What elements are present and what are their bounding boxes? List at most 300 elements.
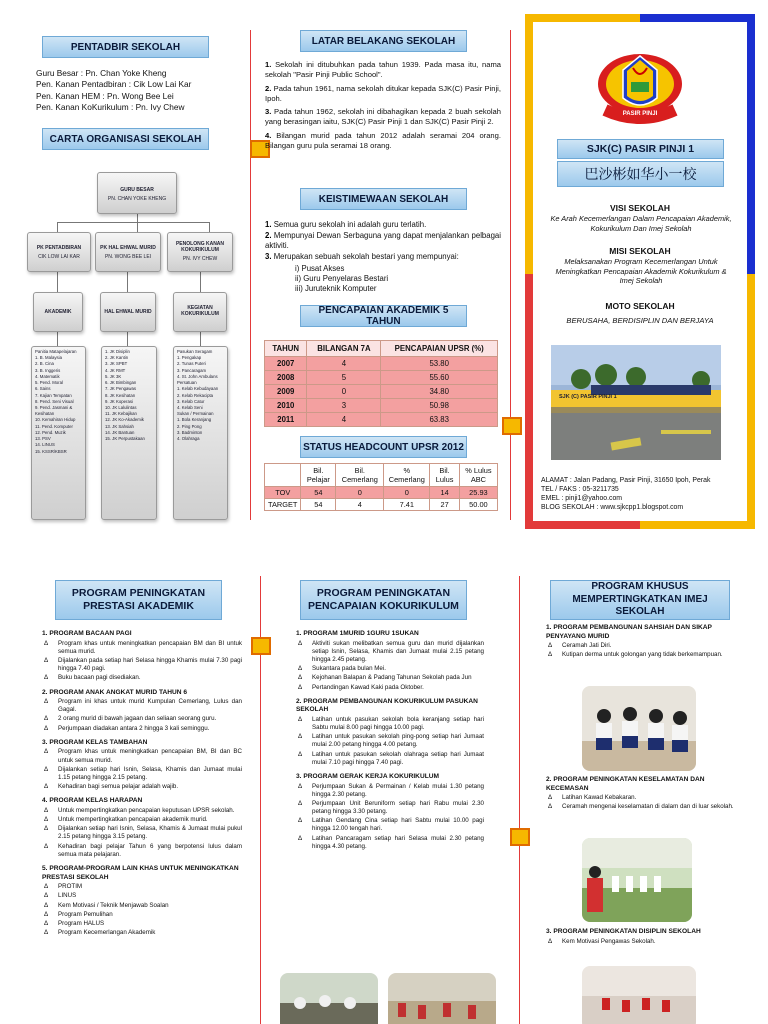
header-line: PROGRAM PENINGKATAN: [316, 586, 451, 599]
org-box-title: PENOLONG KANAN KOKURIKULUM: [175, 241, 225, 253]
org-box-title: PK HAL EHWAL MURID: [100, 245, 156, 251]
bullet-item: [42, 640, 242, 656]
achievement-cell: 0: [307, 385, 381, 399]
org-list-item: Persatuan: [177, 380, 197, 386]
org-list-item: 8. Pend. Seni Visual: [35, 398, 74, 404]
bullet-item: [42, 657, 242, 673]
image-program-sec1: [546, 624, 736, 660]
special-title: KEISTIMEWAAN SEKOLAH: [318, 193, 449, 205]
students-photo: [582, 686, 696, 771]
org-list-item: 6. JK Bimbingan: [105, 380, 137, 386]
bullet-icon: Δ: [298, 799, 303, 807]
headcount-title: STATUS HEADCOUNT UPSR 2012: [303, 441, 464, 453]
org-list-item: 12. Pend. Muzik: [35, 429, 66, 435]
numbered-item: [265, 60, 501, 80]
vision-text: Ke Arah Kecemerlangan Dalam Pencapaian Akademik, Kokurikulum Dan Imej Sekolah: [550, 214, 732, 233]
org-head-title: GURU BESAR: [120, 187, 154, 193]
org-head-name: PN. CHAN YOKE KHENG: [107, 196, 167, 202]
section-heading: 2. PROGRAM ANAK ANGKAT MURID TAHUN 6: [42, 688, 188, 696]
bullet-icon: Δ: [548, 803, 553, 811]
address: ALAMAT : Jalan Padang, Pasir Pinji, 31650 Ipoh, Perak: [541, 477, 711, 484]
image-program-sec3: [546, 928, 736, 946]
item-number: 1.: [265, 60, 272, 69]
bullet-item: [42, 783, 242, 791]
bullet-text: Program HALUS: [58, 919, 105, 927]
bullet-text: Kem Motivasi / Teknik Menjawab Soalan: [58, 901, 169, 909]
bullet-text: 2 orang murid di bawah jagaan dan seliaan seorang guru.: [58, 715, 217, 723]
bullet-item: [296, 665, 484, 673]
bullet-text: Latihan untuk pasukan sekolah ping-pong setiap hari Jumaat mulai 2.00 petang hingga 4.00 petang.: [312, 733, 484, 749]
org-list-akademik: [31, 346, 86, 520]
bullet-item: [546, 642, 736, 650]
org-list-item: 14. JK Bantuan: [105, 429, 135, 435]
admin-title: PENTADBIR SEKOLAH: [70, 41, 181, 53]
org-box-title: PK PENTADBIRAN: [36, 245, 82, 251]
bullet-icon: Δ: [298, 674, 303, 682]
bullet-icon: Δ: [44, 910, 49, 918]
header-line: PROGRAM PENINGKATAN: [71, 586, 206, 599]
item-text: Merupakan sebuah sekolah bestari yang mempunyai:: [273, 252, 459, 262]
org-list-item: 9. Pend. Jasmani & Kesihatan: [35, 404, 73, 417]
bullet-item: [42, 902, 242, 910]
bullet-icon: Δ: [44, 816, 49, 824]
achievement-cell: 53.80: [381, 357, 498, 371]
section-heading: 3. PROGRAM KELAS TAMBAHAN: [42, 738, 148, 746]
bullet-item: [546, 651, 736, 659]
achievement-cell: 2010: [265, 399, 307, 413]
numbered-item: [265, 252, 501, 262]
org-list-item: 4. St. John Ambulans: [177, 373, 218, 379]
bullet-icon: Δ: [44, 748, 49, 756]
achievement-cell: 2009: [265, 385, 307, 399]
bullet-item: [296, 716, 484, 732]
bullet-text: Dijalankan setiap hari Isnin, Selasa, Khamis & Jumaat mulai pukul 2.15 petang hingga 3.15 petang.: [58, 825, 242, 841]
headcount-th: [265, 464, 301, 487]
bullet-icon: Δ: [44, 765, 49, 773]
header-line: PRESTASI AKADEMIK: [83, 600, 194, 612]
headcount-cell: 50.00: [459, 499, 497, 511]
org-chart-header: [42, 128, 209, 150]
org-box-akademik: [33, 292, 83, 332]
org-list-item: 10. JK Lalulintas: [105, 404, 137, 410]
achievement-row: [265, 357, 498, 371]
item-number: 3.: [265, 252, 272, 262]
motto-text: BERUSAHA, BERDISIPLIN DAN BERJAYA: [566, 316, 714, 325]
achievement-title: PENCAPAIAN AKADEMIK 5 TAHUN: [318, 305, 449, 327]
org-list-item: 3. Pancaragam: [177, 367, 207, 373]
bullet-text: Perjumpaan diadakan antara 2 hingga 3 kali seminggu.: [58, 724, 210, 732]
bullet-item: [296, 800, 484, 816]
org-list-item: 1. Pengakap: [177, 355, 202, 361]
org-list-item: 9. JK Koperasi: [105, 398, 133, 404]
bullet-text: Kutipan derma untuk golongan yang tidak berkemampuan.: [562, 651, 723, 659]
discipline-photo: [582, 966, 696, 1024]
org-list-item: 11. Pend. Komputer: [35, 423, 73, 429]
numbered-item: [265, 107, 501, 127]
bullet-text: Latihan untuk pasukan sekolah bola keranjang setiap hari Sabtu mulai 8.00 pagi hingga 10.00 pagi.: [312, 715, 484, 731]
image-program-header: [550, 580, 730, 620]
cocurricular-program-header: [300, 580, 467, 620]
bullet-text: Program khas untuk meningkatkan pencapaian BM, BI dan BC untuk semua murid.: [58, 748, 242, 764]
building-sign: SJK (C) PASIR PINJI 1: [559, 394, 617, 400]
cocurricular-program-list: [296, 624, 484, 851]
bullet-icon: Δ: [298, 715, 303, 723]
org-list-kegiatan: [173, 346, 228, 520]
org-list-item: 8. JK Kesihatan: [105, 392, 136, 398]
bullet-item: [42, 698, 242, 714]
item-number: 2.: [265, 231, 272, 241]
th: BILANGAN 7A: [307, 341, 381, 357]
divider-marker: [510, 828, 530, 846]
item-number: 3.: [265, 107, 272, 117]
section-heading: 5. PROGRAM-PROGRAM LAIN KHAS UNTUK MENINGKATKAN PRESTASI SEKOLAH: [42, 865, 239, 881]
headcount-th: % Lulus ABC: [459, 464, 497, 487]
org-list-item: 4. JK RMT: [105, 367, 126, 373]
bullet-icon: Δ: [298, 750, 303, 758]
blog: BLOG SEKOLAH : www.sjkcpp1.blogspot.com: [541, 504, 684, 512]
bullet-icon: Δ: [44, 656, 49, 664]
bullet-item: [42, 892, 242, 900]
academic-program-header: [55, 580, 222, 620]
bullet-text: Program Pemulihan: [58, 910, 113, 918]
bullet-text: Untuk mempertingkatkan pencapaian akademik murid.: [58, 816, 208, 824]
headcount-cell: 14: [430, 487, 460, 499]
bullet-item: [546, 938, 736, 946]
org-list-item: 1. Kelab Kebudayaan: [177, 386, 219, 392]
history-header: [300, 30, 467, 52]
org-list-item: 3. JK SPBT: [105, 361, 128, 367]
admin-header: [42, 36, 209, 58]
cocurricular-photo-1: [280, 973, 378, 1024]
org-list-item: 3. B. Inggeris: [35, 367, 61, 373]
bullet-item: [42, 807, 242, 815]
section-heading: 1. PROGRAM BACAAN PAGI: [42, 630, 132, 637]
org-list-item: 13. JK Sahsiah: [105, 423, 134, 429]
school-name-cn: 巴沙彬如华小一校: [584, 167, 697, 183]
org-list-item: Panitia Matapelajaran: [35, 349, 77, 354]
org-list-item: 5. Pend. Moral: [35, 380, 63, 386]
bullet-icon: Δ: [548, 651, 553, 659]
headcount-cell: TARGET: [265, 499, 301, 511]
tel: TEL / FAKS : 05-3211735: [541, 486, 619, 494]
bullet-text: Latihan Pancaragam setiap hari Selasa mulai 2.30 petang hingga 4.30 petang.: [312, 834, 484, 850]
headcount-row: [265, 499, 498, 511]
bullet-icon: Δ: [298, 639, 303, 647]
bullet-item: [42, 816, 242, 824]
achievement-cell: 34.80: [381, 385, 498, 399]
org-list-item: 6. Sains: [35, 386, 51, 392]
bullet-text: Dijalankan setiap hari Isnin, Selasa, Khamis dan Jumaat mulai 1.15 petang hingga 2.15 petang.: [58, 765, 242, 781]
achievement-row: [265, 413, 498, 427]
bullet-text: Program khas untuk meningkatkan pencapaian BM dan BI untuk semua murid.: [58, 639, 242, 655]
headcount-row: [265, 487, 498, 499]
org-list-item: 4. Olahraga: [177, 436, 200, 442]
org-chart-title: CARTA ORGANISASI SEKOLAH: [49, 133, 202, 145]
bullet-icon: Δ: [44, 783, 49, 791]
divider-line: [510, 30, 511, 520]
bullet-item: [42, 929, 242, 937]
org-box-hal-ehwal: [100, 292, 156, 332]
org-list-item: 14. LINUS: [35, 442, 55, 448]
section-heading: 2. PROGRAM PEMBANGUNAN KOKURIKULUM PASUKAN SEKOLAH: [296, 697, 478, 714]
bullet-item: [296, 835, 484, 851]
item-text: Pada tahun 1962, sekolah ini dibahagikan kepada 2 buah sekolah yang berasingan iaitu, SJK(C) Pasir Pinji 1 dan SJK(C) Pasir Pinji 2.: [265, 107, 501, 127]
section-heading: 1. PROGRAM PEMBANGUNAN SAHSIAH DAN SIKAP PENYAYANG MURID: [546, 624, 712, 640]
org-list-item: Pasukan Seragam: [177, 349, 213, 354]
org-box-kokurikulum: [167, 232, 233, 272]
school-name-cn-banner: [557, 161, 724, 187]
headcount-cell: 0: [336, 487, 384, 499]
cocurricular-photo-2: [388, 973, 496, 1024]
item-text: Sekolah ini ditubuhkan pada tahun 1939. Pada masa itu, nama sekolah "Pasir Pinji Public School".: [265, 60, 501, 79]
headcount-table: [264, 463, 498, 511]
bullet-item: [42, 715, 242, 723]
header-line: MEMPERTINGKATKAN IMEJ SEKOLAH: [572, 593, 708, 618]
bullet-icon: Δ: [298, 834, 303, 842]
bullet-item: [296, 817, 484, 833]
org-list-item: 10. Kemahiran Hidup: [35, 417, 76, 423]
school-logo: [595, 40, 685, 130]
headcount-cell: 7.41: [384, 499, 430, 511]
admin-line: Guru Besar : Pn. Chan Yoke Kheng: [36, 68, 167, 78]
org-list-item: 4. Matematik: [35, 373, 60, 379]
bullet-icon: Δ: [44, 901, 49, 909]
bullet-text: Perjumpaan Sukan & Permainan / Kelab mulai 1.30 petang hingga 2.30 petang.: [312, 782, 484, 798]
bullet-icon: Δ: [44, 724, 49, 732]
achievement-header: [300, 305, 467, 327]
headcount-cell: 54: [301, 499, 336, 511]
bullet-text: Kehadiran bagi pelajar Tahun 6 yang berpotensi lulus dalam semua mata pelajaran.: [58, 842, 242, 858]
org-box-label: KEGIATAN KOKURIKULUM: [181, 305, 219, 317]
bullet-icon: Δ: [44, 842, 49, 850]
achievement-cell: 2011: [265, 413, 307, 427]
item-number: 2.: [265, 83, 272, 93]
headcount-th: Bil. Lulus: [430, 464, 460, 487]
org-list-item: 1. B. Malaysia: [35, 355, 62, 361]
org-list-item: 1. Bola Keranjang: [177, 417, 212, 423]
achievement-table: [264, 340, 498, 427]
contact-block: [541, 476, 747, 512]
bullet-icon: Δ: [298, 683, 303, 691]
bullet-text: PROTIM: [58, 883, 83, 891]
item-text: Pada tahun 1961, nama sekolah ditukar kepada SJK(C) Pasir Pinji, Ipoh.: [265, 83, 501, 103]
motto-title: MOTO SEKOLAH: [605, 301, 675, 311]
history-list: [265, 60, 501, 155]
bullet-text: LINUS: [58, 892, 77, 900]
mission-text: Melaksanakan Program Kecemerlangan Untuk Meningkatkan Pencapaian Akademik Kokurikulum & Imej Sekolah: [555, 257, 727, 286]
headcount-cell: TOV: [265, 487, 301, 499]
bullet-text: Ceramah mengenai keselamatan di dalam dan di luar sekolah.: [562, 803, 734, 811]
item-number: 1.: [265, 220, 272, 229]
bullet-text: Latihan Gendang Cina setiap hari Sabtu mulai 10.00 pagi hingga 12.00 tengah hari.: [312, 817, 484, 833]
headcount-cell: 0: [384, 487, 430, 499]
org-list-item: 3. Badminton: [177, 429, 203, 435]
achievement-cell: 4: [307, 413, 381, 427]
numbered-item: [265, 131, 501, 151]
headcount-cell: 25.93: [459, 487, 497, 499]
bullet-item: [296, 640, 484, 665]
section-heading: 4. PROGRAM KELAS HARAPAN: [42, 797, 143, 805]
org-box-label: AKADEMIK: [44, 309, 72, 315]
bullet-item: [42, 766, 242, 782]
bullet-item: [42, 725, 242, 733]
org-box-hem: [95, 232, 161, 272]
bullet-text: Dijalankan pada setiap hari Selasa hingga Khamis mulai 7.30 pagi hingga 7.40 pagi.: [58, 656, 242, 673]
bullet-text: Latihan untuk pasukan sekolah olahraga setiap hari Jumaat mulai 7.10 pagi hingga 7.40 pagi.: [312, 750, 484, 766]
bullet-icon: Δ: [44, 698, 49, 706]
org-box-label: HAL EHWAL MURID: [104, 309, 152, 315]
bullet-item: [296, 674, 484, 682]
bullet-item: [296, 783, 484, 799]
bullet-item: [42, 843, 242, 859]
org-list-item: 2. Ping Pong: [177, 423, 202, 429]
item-text: Bilangan murid pada tahun 2012 adalah seramai 204 orang. Bilangan guru pula seramai 18 orang.: [265, 131, 501, 151]
bullet-text: Kehadiran bagi semua pelajar adalah wajib.: [58, 783, 179, 791]
headcount-cell: 27: [430, 499, 460, 511]
bullet-icon: Δ: [44, 639, 49, 647]
bullet-icon: Δ: [44, 883, 49, 891]
numbered-item: [265, 231, 501, 251]
bullet-text: Buku bacaan pagi disediakan.: [58, 674, 141, 682]
divider-marker: [251, 637, 271, 655]
org-list-item: 15. JK Perpustakaan: [105, 436, 145, 442]
admin-line: Pen. Kanan Pentadbiran : Cik Low Lai Kar: [36, 79, 192, 90]
bullet-text: Program Kecemerlangan Akademik: [58, 929, 156, 937]
header-line: PENCAPAIAN KOKURIKULUM: [308, 600, 459, 612]
bullet-item: [42, 748, 242, 764]
org-list-item: 2. Kelab Rekacipta: [177, 392, 214, 398]
achievement-cell: 63.83: [381, 413, 498, 427]
bullet-text: Kem Motivasi Pengawas Sekolah.: [562, 937, 656, 945]
org-list-item: 7. Kajian Tempatan: [35, 392, 72, 398]
academic-program-list: [42, 624, 242, 937]
headcount-cell: 54: [301, 487, 336, 499]
org-box-name: PN. WONG BEE LEI: [104, 254, 152, 260]
item-text: Semua guru sekolah ini adalah guru terlatih.: [273, 220, 427, 229]
admin-line: Pen. Kanan KoKurikulum : Pn. Ivy Chew: [36, 102, 185, 113]
bullet-text: Aktiviti sukan melibatkan semua guru dan murid dijalankan setiap Isnin, Selasa, Khamis dan Jumaat mulai 2.15 petang hingga 2.45 petang.: [312, 639, 484, 663]
bullet-item: [42, 674, 242, 682]
school-building-photo: [551, 345, 721, 460]
mission-title: MISI SEKOLAH: [609, 246, 671, 256]
bullet-icon: Δ: [298, 817, 303, 825]
achievement-cell: 5: [307, 371, 381, 385]
bullet-item: [546, 794, 736, 802]
numbered-item: [265, 84, 501, 104]
bullet-text: Latihan Kawad Kebakaran.: [562, 794, 637, 802]
numbered-item: [265, 220, 501, 230]
org-box-name: PN. IVY CHEW: [182, 256, 218, 262]
bullet-icon: Δ: [44, 892, 49, 900]
divider-line: [519, 576, 520, 1024]
bullet-icon: Δ: [298, 665, 303, 673]
header-line: PROGRAM KHUSUS: [591, 581, 689, 593]
history-title: LATAR BELAKANG SEKOLAH: [311, 35, 456, 47]
bullet-icon: Δ: [44, 674, 49, 682]
bullet-icon: Δ: [44, 929, 49, 937]
org-list-item: 15. KSSR/KBSR: [35, 448, 67, 454]
achievement-row: [265, 371, 498, 385]
bullet-item: [42, 883, 242, 891]
special-header: [300, 188, 467, 210]
section-heading: 3. PROGRAM GERAK KERJA KOKURIKULUM: [296, 772, 439, 780]
bullet-icon: Δ: [44, 825, 49, 833]
admin-line: Pen. Kanan HEM : Pn. Wong Bee Lei: [36, 90, 174, 101]
th: TAHUN: [265, 341, 307, 357]
org-box-kegiatan: [173, 292, 227, 332]
org-head-box: [97, 172, 177, 214]
bullet-icon: Δ: [548, 642, 553, 650]
item-number: 4.: [265, 131, 272, 141]
section-heading: 1. PROGRAM 1MURID 1GURU 1SUKAN: [296, 630, 419, 637]
admin-list: [36, 68, 246, 114]
achievement-cell: 55.60: [381, 371, 498, 385]
bullet-item: [42, 911, 242, 919]
org-list-item: 7. JK Pengawas: [105, 386, 137, 392]
achievement-cell: 3: [307, 399, 381, 413]
bullet-text: Untuk mempertingkatkan pencapaian keputusan UPSR sekolah.: [58, 806, 235, 814]
achievement-cell: 4: [307, 357, 381, 371]
org-list-item: 5. JK 3K: [105, 373, 122, 379]
org-list-item: 2. Tunas Puteri: [177, 361, 206, 367]
headcount-th: Bil. Pelajar: [301, 464, 336, 487]
bullet-icon: Δ: [44, 715, 49, 723]
fire-drill-photo: [582, 838, 692, 922]
section-heading: 2. PROGRAM PENINGKATAN KESELAMATAN DAN KECEMASAN: [546, 776, 705, 792]
bullet-text: Ceramah Jati Diri.: [562, 642, 612, 650]
headcount-cell: 4: [336, 499, 384, 511]
logo-text: PASIR PINJI: [622, 111, 658, 117]
item-text: Mempunyai Dewan Serbaguna yang dapat menjalankan pelbagai aktiviti.: [265, 231, 501, 251]
org-list-item: Sukan / Permainan: [177, 411, 214, 417]
bullet-icon: Δ: [298, 782, 303, 790]
school-name: SJK(C) PASIR PINJI 1: [586, 143, 695, 155]
bullet-icon: Δ: [44, 919, 49, 927]
email: EMEL : pinji1@yahoo.com: [541, 495, 623, 503]
org-box-name: CIK LOW LAI KAR: [38, 254, 80, 260]
org-list-item: 12. JK Ko-Akademik: [105, 417, 144, 423]
org-list-item: 3. Kelab Catur: [177, 398, 205, 404]
org-list-item: 11. JK Kebajikan: [105, 411, 137, 417]
org-list-item: 4. Kelab Seni: [177, 404, 203, 410]
bullet-icon: Δ: [548, 794, 553, 802]
org-list-item: 1. JK Disiplin: [105, 349, 130, 354]
bullet-text: Sukantara pada bulan Mei.: [312, 665, 386, 673]
th: PENCAPAIAN UPSR (%): [381, 341, 498, 357]
bullet-text: Pertandingan Kawad Kaki pada Oktober.: [312, 683, 424, 691]
org-list-item: 2. B. Cina: [35, 361, 54, 367]
achievement-row: [265, 399, 498, 413]
bullet-item: [42, 825, 242, 841]
divider-line: [250, 30, 251, 520]
org-list-item: 13. PSV: [35, 436, 51, 442]
org-list-item: 2. JK Kantin: [105, 355, 129, 361]
bullet-icon: Δ: [548, 937, 553, 945]
bullet-item: [546, 803, 736, 811]
special-sub-item: iii) Juruteknik Komputer: [295, 283, 377, 293]
bullet-text: Perjumpaan Unit Beruniform setiap hari Rabu mulai 2.30 petang hingga 3.30 petang.: [312, 799, 484, 816]
headcount-th: % Cemerlang: [384, 464, 430, 487]
bullet-item: [296, 684, 484, 692]
bullet-item: [296, 733, 484, 749]
headcount-th: Bil. Cemerlang: [336, 464, 384, 487]
achievement-cell: 2007: [265, 357, 307, 371]
special-sub-item: ii) Guru Penyelaras Bestari: [295, 273, 389, 283]
org-box-pentadbiran: [27, 232, 91, 272]
headcount-header: [300, 436, 467, 458]
school-name-banner: [557, 139, 724, 159]
divider-marker: [502, 417, 522, 435]
